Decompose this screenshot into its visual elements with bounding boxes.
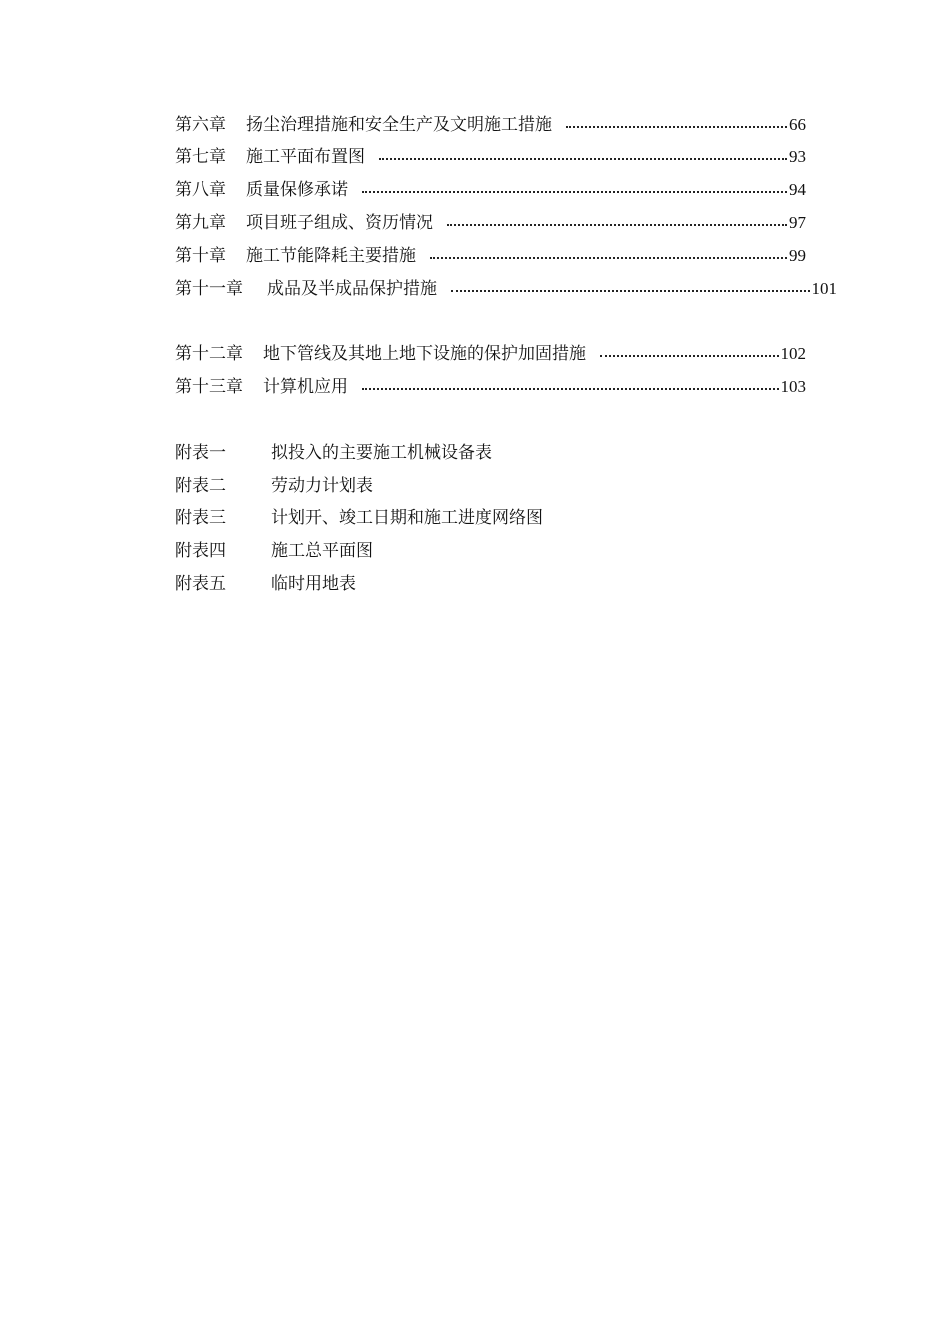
appendix-entry-5[interactable] bbox=[175, 570, 356, 598]
toc-chapter-label: 第十章 bbox=[175, 246, 226, 266]
toc-dot-leader bbox=[600, 340, 779, 368]
toc-page-number: 102 bbox=[780, 344, 806, 363]
toc-entry-ch13[interactable] bbox=[175, 373, 806, 401]
appendix-entry-2[interactable] bbox=[175, 472, 373, 500]
toc-dot-leader bbox=[566, 111, 787, 139]
toc-entry-ch7[interactable] bbox=[175, 143, 806, 171]
appendix-entry-1[interactable] bbox=[175, 439, 492, 467]
appendix-label: 附表五 bbox=[175, 574, 226, 594]
toc-page-number: 97 bbox=[789, 213, 806, 232]
toc-chapter-label: 第十一章 bbox=[175, 279, 243, 299]
toc-page-number: 103 bbox=[780, 377, 806, 396]
toc-entry-ch10[interactable] bbox=[175, 242, 806, 270]
toc-dot-leader bbox=[379, 143, 787, 171]
toc-chapter-label: 第八章 bbox=[175, 180, 226, 200]
appendix-label: 附表二 bbox=[175, 476, 226, 496]
toc-entry-ch12[interactable] bbox=[175, 340, 806, 368]
appendix-title: 施工总平面图 bbox=[271, 541, 373, 561]
toc-chapter-title: 施工平面布置图 bbox=[246, 147, 365, 167]
appendix-label: 附表一 bbox=[175, 443, 226, 463]
toc-chapter-title: 地下管线及其地上地下设施的保护加固措施 bbox=[263, 344, 586, 364]
toc-chapter-title: 质量保修承诺 bbox=[246, 180, 348, 200]
toc-entry-ch8[interactable] bbox=[175, 176, 806, 204]
toc-dot-leader bbox=[451, 275, 810, 303]
toc-chapter-label: 第七章 bbox=[175, 147, 226, 167]
toc-chapter-label: 第十二章 bbox=[175, 344, 243, 364]
toc-entry-ch11[interactable] bbox=[175, 275, 837, 303]
toc-dot-leader bbox=[447, 209, 787, 237]
toc-entry-ch9[interactable] bbox=[175, 209, 806, 237]
toc-chapter-title: 扬尘治理措施和安全生产及文明施工措施 bbox=[246, 115, 552, 135]
appendix-title: 临时用地表 bbox=[271, 574, 356, 594]
toc-page-number: 93 bbox=[789, 147, 806, 166]
toc-page-number: 99 bbox=[789, 246, 806, 265]
toc-chapter-label: 第九章 bbox=[175, 213, 226, 233]
appendix-title: 计划开、竣工日期和施工进度网络图 bbox=[271, 508, 543, 528]
toc-chapter-title: 项目班子组成、资历情况 bbox=[246, 213, 433, 233]
toc-chapter-title: 施工节能降耗主要措施 bbox=[246, 246, 416, 266]
toc-entry-ch6[interactable] bbox=[175, 111, 806, 139]
toc-dot-leader bbox=[430, 242, 787, 270]
appendix-entry-4[interactable] bbox=[175, 537, 373, 565]
toc-chapter-label: 第六章 bbox=[175, 115, 226, 135]
appendix-label: 附表四 bbox=[175, 541, 226, 561]
toc-dot-leader bbox=[362, 176, 787, 204]
appendix-entry-3[interactable] bbox=[175, 504, 543, 532]
toc-dot-leader bbox=[362, 373, 779, 401]
toc-page-number: 94 bbox=[789, 180, 806, 199]
toc-chapter-label: 第十三章 bbox=[175, 377, 243, 397]
appendix-label: 附表三 bbox=[175, 508, 226, 528]
toc-chapter-title: 计算机应用 bbox=[263, 377, 348, 397]
toc-page-number: 101 bbox=[811, 279, 837, 298]
appendix-title: 劳动力计划表 bbox=[271, 476, 373, 496]
toc-chapter-title: 成品及半成品保护措施 bbox=[267, 279, 437, 299]
toc-page-number: 66 bbox=[789, 115, 806, 134]
appendix-title: 拟投入的主要施工机械设备表 bbox=[271, 443, 492, 463]
